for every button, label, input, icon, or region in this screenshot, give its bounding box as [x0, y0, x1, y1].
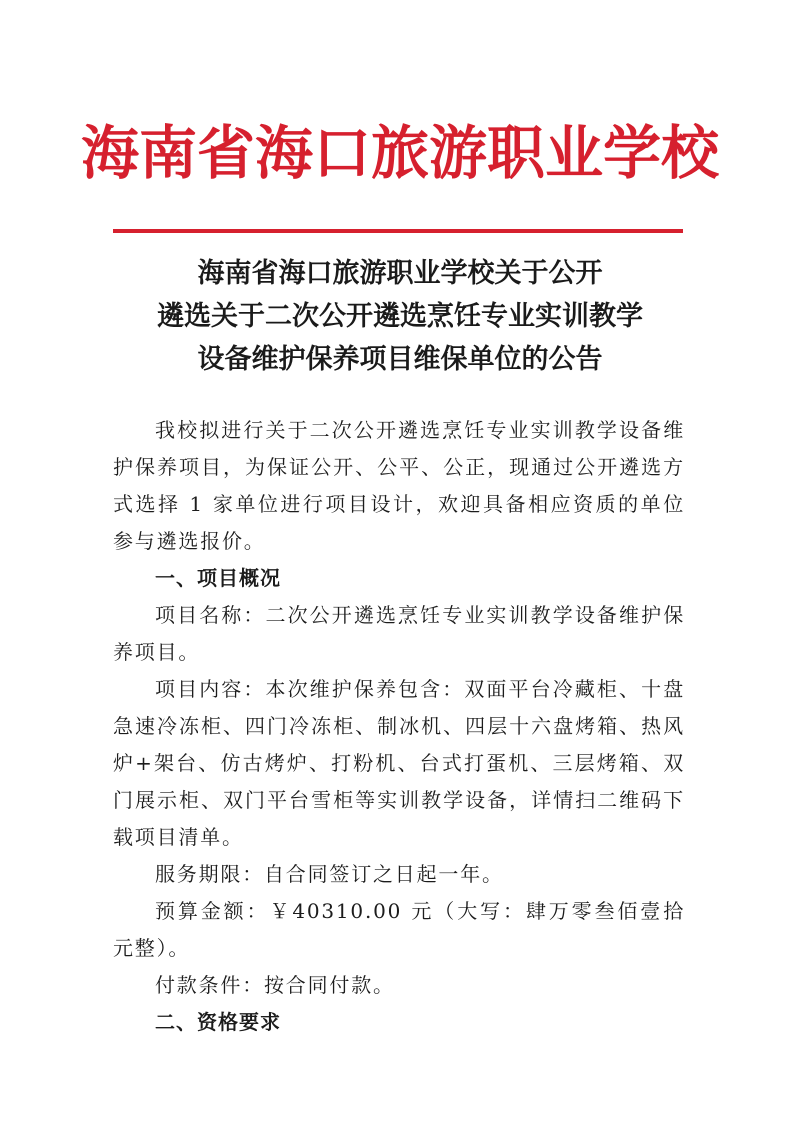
section-heading-overview: 一、项目概况: [155, 566, 281, 590]
masthead-divider: [113, 229, 683, 233]
notice-title-line-2: 遴选关于二次公开遴选烹饪专业实训教学: [157, 301, 643, 332]
budget-paragraph: 预算金额：￥40310.00 元（大写：肆万零叁佰壹拾元整）。: [113, 899, 685, 960]
notice-body: [113, 412, 685, 1041]
project-content-paragraph: 项目内容：本次维护保养包含：双面平台冷藏柜、十盘急速冷冻柜、四门冷冻柜、制冰机、四层十六盘烤箱、热风炉+架台、仿古烤炉、打粉机、台式打蛋机、三层烤箱、双门展示柜、双门平台雪柜等实训教学设备，详情扫二维码下载项目清单。: [113, 677, 685, 849]
project-name-paragraph: 项目名称：二次公开遴选烹饪专业实训教学设备维护保养项目。: [113, 603, 685, 664]
notice-title: [100, 252, 700, 381]
payment-terms-paragraph: 付款条件：按合同付款。: [155, 973, 395, 997]
notice-title-line-1: 海南省海口旅游职业学校关于公开: [197, 258, 603, 289]
notice-title-line-3: 设备维护保养项目维保单位的公告: [197, 344, 603, 375]
section-heading-qualification: 二、资格要求: [155, 1010, 281, 1034]
school-masthead: 海南省海口旅游职业学校: [80, 119, 719, 187]
service-period-paragraph: 服务期限：自合同签订之日起一年。: [155, 862, 504, 886]
intro-paragraph: 我校拟进行关于二次公开遴选烹饪专业实训教学设备维护保养项目，为保证公开、公平、公正，现通过公开遴选方式选择 1 家单位进行项目设计，欢迎具备相应资质的单位参与遴选报价。: [113, 418, 685, 553]
